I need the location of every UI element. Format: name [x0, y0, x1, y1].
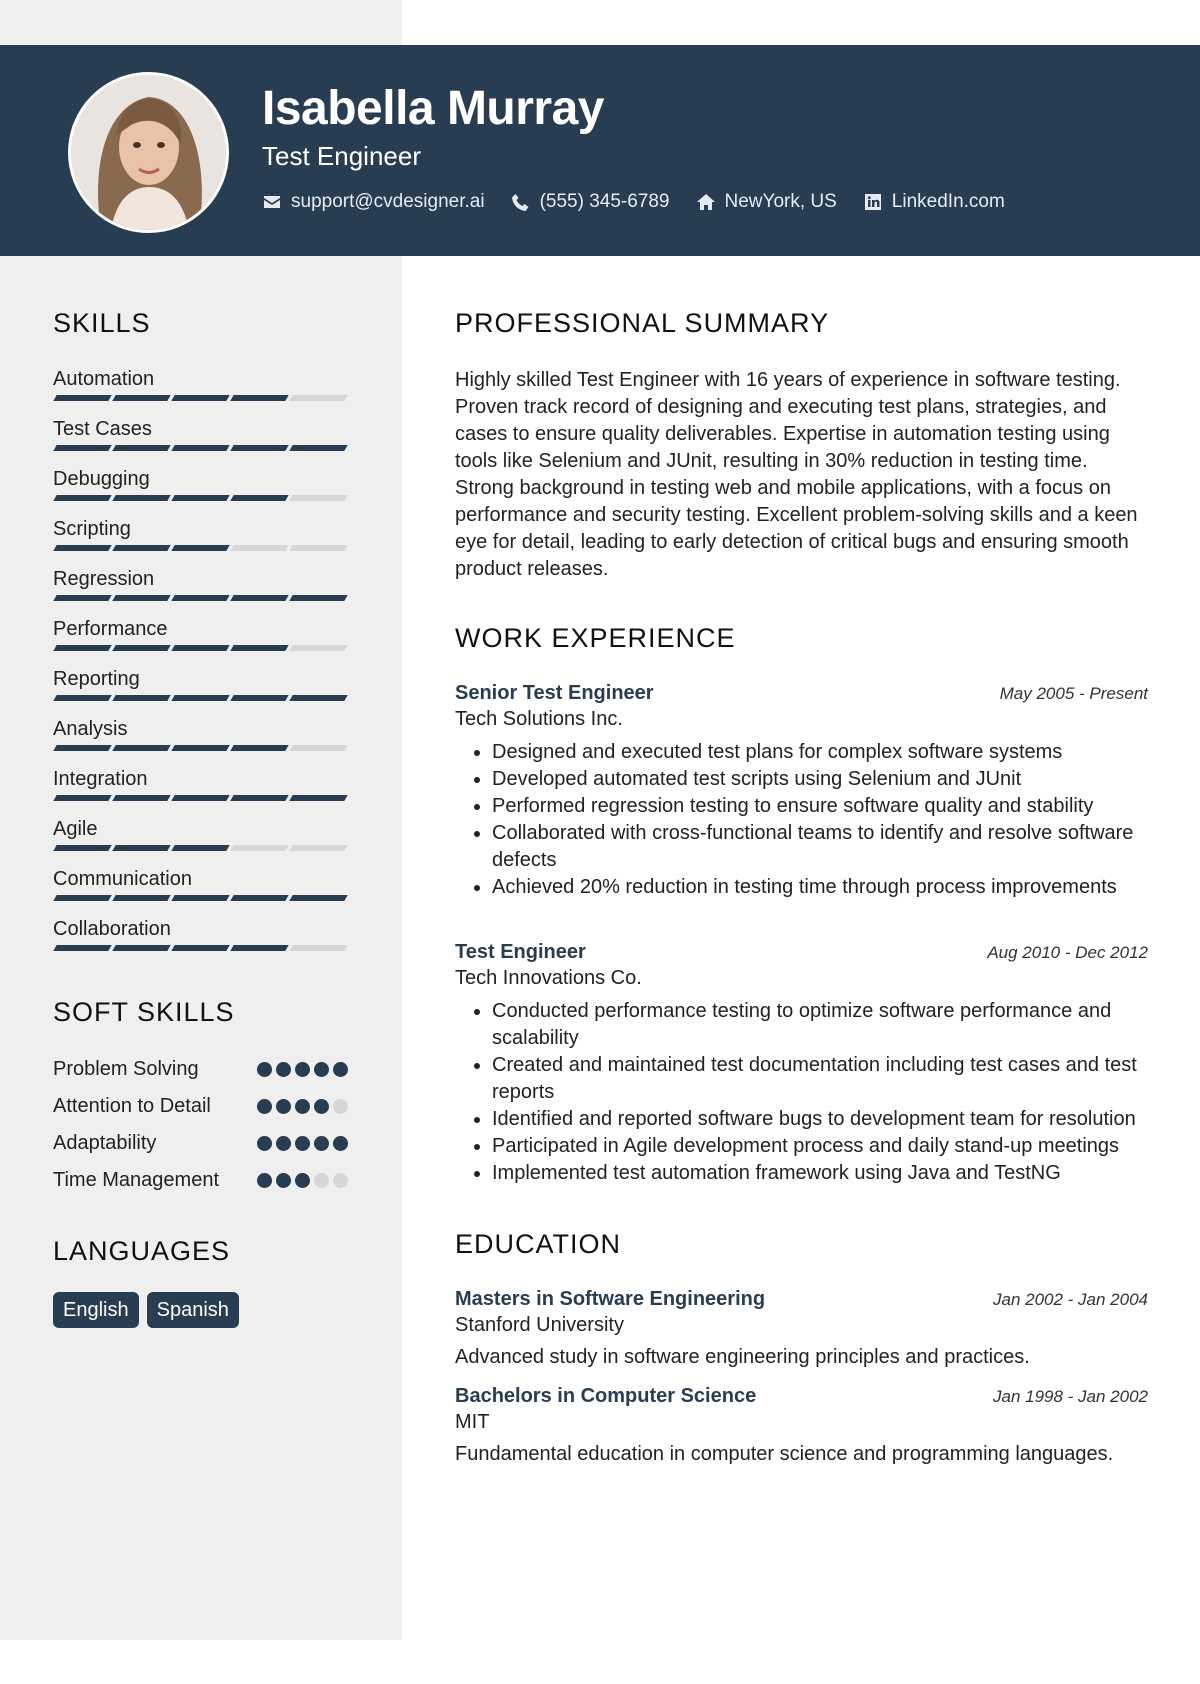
contact-email-text: support@cvdesigner.ai	[291, 191, 485, 212]
degree-title: Masters in Software Engineering	[455, 1288, 766, 1310]
skill-level-segment	[53, 395, 111, 401]
skill-level-segment	[112, 895, 170, 901]
skill-level-segment	[171, 895, 229, 901]
rating-dot	[257, 1173, 272, 1188]
home-icon	[696, 192, 716, 212]
skill-level-segment	[112, 545, 170, 551]
sidebar	[53, 308, 348, 1328]
skill-level-segment	[171, 645, 229, 651]
skill-level-segment	[171, 395, 229, 401]
job-bullet: • Collaborated with cross-functional teams to identify and resolve software defects	[492, 820, 1148, 874]
skill-item	[53, 817, 348, 867]
skill-level-segment	[112, 695, 170, 701]
skill-level-bar	[55, 945, 348, 951]
contact-info	[262, 191, 1005, 213]
skill-level-bar	[55, 395, 348, 401]
soft-skill-rating	[257, 1167, 348, 1188]
education-heading: EDUCATION	[455, 1229, 622, 1259]
soft-skill-label: Adaptability	[53, 1132, 157, 1154]
skill-label: Test Cases	[53, 418, 152, 440]
skill-level-segment	[53, 495, 111, 501]
skill-level-segment	[230, 595, 288, 601]
education-entry	[455, 1385, 1148, 1466]
school-name: MIT	[455, 1411, 490, 1433]
language-badge: Spanish	[147, 1292, 239, 1328]
skill-level-segment	[171, 945, 229, 951]
skill-level-bar	[55, 895, 348, 901]
skill-level-segment	[171, 495, 229, 501]
rating-dot	[257, 1099, 272, 1114]
skill-level-segment	[230, 795, 288, 801]
language-badge: English	[53, 1292, 139, 1328]
linkedin-icon	[863, 192, 883, 212]
job-bullet: • Performed regression testing to ensure software quality and stability	[492, 793, 1148, 820]
skill-level-segment	[171, 595, 229, 601]
job-company: Tech Innovations Co.	[455, 967, 642, 989]
skill-level-bar	[55, 445, 348, 451]
skill-label: Automation	[53, 368, 155, 390]
skill-level-segment	[171, 745, 229, 751]
envelope-icon	[262, 192, 282, 212]
skill-item	[53, 567, 348, 617]
skill-item	[53, 517, 348, 567]
job-entry	[455, 941, 1148, 1187]
job-bullet: • Identified and reported software bugs to development team for resolution	[492, 1106, 1148, 1133]
candidate-name: Isabella Murray	[262, 82, 604, 135]
rating-dot	[333, 1062, 348, 1077]
education-description: Advanced study in software engineering principles and practices.	[455, 1346, 1030, 1368]
skill-level-segment	[53, 695, 111, 701]
job-bullet: • Participated in Agile development process and daily stand-up meetings	[492, 1133, 1148, 1160]
skill-level-segment	[289, 895, 347, 901]
soft-skill-rating	[257, 1056, 348, 1077]
soft-skill-item	[53, 1130, 348, 1157]
skill-item	[53, 417, 348, 467]
skill-level-segment	[171, 795, 229, 801]
rating-dot	[257, 1062, 272, 1077]
skill-item	[53, 617, 348, 667]
skill-level-segment	[112, 495, 170, 501]
skill-item	[53, 717, 348, 767]
rating-dot	[295, 1062, 310, 1077]
rating-dot	[295, 1099, 310, 1114]
skill-level-segment	[230, 495, 288, 501]
skill-level-segment	[112, 395, 170, 401]
contact-phone-text: (555) 345-6789	[539, 191, 670, 212]
job-bullet: • Conducted performance testing to optimize software performance and scalability	[492, 998, 1148, 1052]
job-bullet: • Designed and executed test plans for complex software systems	[492, 739, 1148, 766]
school-name: Stanford University	[455, 1314, 624, 1336]
skill-label: Regression	[53, 568, 155, 590]
education-description: Fundamental education in computer science and programming languages.	[455, 1443, 1114, 1465]
skill-item	[53, 467, 348, 517]
skill-level-segment	[289, 845, 347, 851]
skill-level-segment	[112, 595, 170, 601]
skill-level-segment	[289, 495, 347, 501]
languages-list	[53, 1292, 348, 1328]
skills-heading: SKILLS	[53, 308, 151, 338]
degree-title: Bachelors in Computer Science	[455, 1385, 757, 1407]
skill-item	[53, 867, 348, 917]
skill-label: Debugging	[53, 468, 150, 490]
skill-level-segment	[230, 545, 288, 551]
skill-level-segment	[230, 395, 288, 401]
skill-item	[53, 767, 348, 817]
candidate-title: Test Engineer	[262, 141, 421, 171]
avatar	[68, 72, 229, 233]
rating-dot	[314, 1062, 329, 1077]
skill-level-segment	[53, 595, 111, 601]
rating-dot	[333, 1136, 348, 1151]
languages-heading: LANGUAGES	[53, 1236, 231, 1266]
skill-level-segment	[289, 395, 347, 401]
job-bullet: • Created and maintained test documentation including test cases and test reports	[492, 1052, 1148, 1106]
job-bullet: • Developed automated test scripts using Selenium and JUnit	[492, 766, 1148, 793]
skill-level-bar	[55, 545, 348, 551]
contact-linkedin-text: LinkedIn.com	[891, 191, 1005, 212]
skill-level-bar	[55, 695, 348, 701]
rating-dot	[314, 1173, 329, 1188]
summary-heading: PROFESSIONAL SUMMARY	[455, 308, 830, 338]
soft-skill-label: Problem Solving	[53, 1058, 199, 1080]
contact-location-text: NewYork, US	[724, 191, 837, 212]
rating-dot	[314, 1136, 329, 1151]
job-title: Senior Test Engineer	[455, 682, 654, 704]
rating-dot	[276, 1062, 291, 1077]
skill-level-segment	[289, 795, 347, 801]
skill-label: Performance	[53, 618, 168, 640]
skill-level-segment	[171, 695, 229, 701]
skill-level-segment	[171, 845, 229, 851]
skill-level-segment	[112, 645, 170, 651]
contact-linkedin[interactable]	[863, 191, 1005, 213]
skill-level-segment	[230, 695, 288, 701]
contact-email[interactable]	[262, 191, 485, 213]
job-bullets	[455, 998, 1148, 1187]
job-title: Test Engineer	[455, 941, 586, 963]
skill-level-segment	[230, 895, 288, 901]
skill-level-segment	[289, 645, 347, 651]
experience-heading: WORK EXPERIENCE	[455, 623, 736, 653]
skill-level-segment	[230, 745, 288, 751]
soft-skills-list	[53, 1056, 348, 1194]
skill-level-segment	[53, 445, 111, 451]
portrait-image	[71, 75, 226, 230]
job-date: Aug 2010 - Dec 2012	[987, 943, 1148, 962]
education-entry	[455, 1288, 1148, 1369]
skill-level-segment	[53, 895, 111, 901]
skill-level-bar	[55, 495, 348, 501]
rating-dot	[295, 1173, 310, 1188]
rating-dot	[333, 1099, 348, 1114]
skill-level-segment	[53, 845, 111, 851]
skill-label: Agile	[53, 818, 98, 840]
rating-dot	[257, 1136, 272, 1151]
skill-level-segment	[230, 445, 288, 451]
skill-label: Communication	[53, 868, 192, 890]
skill-level-segment	[289, 745, 347, 751]
resume-header	[0, 45, 1200, 256]
skill-label: Reporting	[53, 668, 140, 690]
skill-level-segment	[112, 445, 170, 451]
skill-level-segment	[230, 845, 288, 851]
skill-label: Analysis	[53, 718, 128, 740]
soft-skill-item	[53, 1167, 348, 1194]
skill-item	[53, 667, 348, 717]
skill-label: Scripting	[53, 518, 131, 540]
soft-skill-label: Attention to Detail	[53, 1095, 211, 1117]
summary-text: Highly skilled Test Engineer with 16 years of experience in software testing. Proven track record of designing and executing test plans, strategies, and cases to ensure quality deliverables. Expertise in automation testing using tools like Selenium and JUnit, resulting in 30% reduction in testing time. Strong background in testing web and mobile applications, with a focus on performance and security testing. Excellent problem-solving skills and a keen eye for detail, leading to early detection of critical bugs and ensuring smooth product releases.	[455, 369, 1138, 580]
soft-skill-item	[53, 1056, 348, 1083]
soft-skill-rating	[257, 1130, 348, 1151]
skill-level-segment	[289, 595, 347, 601]
skill-level-segment	[53, 645, 111, 651]
phone-icon	[511, 192, 531, 212]
skill-level-segment	[112, 795, 170, 801]
soft-skill-label: Time Management	[53, 1169, 219, 1191]
skill-level-segment	[230, 645, 288, 651]
rating-dot	[276, 1136, 291, 1151]
skill-level-segment	[53, 795, 111, 801]
soft-skill-rating	[257, 1093, 348, 1114]
skill-level-segment	[112, 845, 170, 851]
skill-level-segment	[53, 745, 111, 751]
skill-item	[53, 917, 348, 967]
job-bullet: • Implemented test automation framework using Java and TestNG	[492, 1160, 1148, 1187]
job-date: May 2005 - Present	[999, 684, 1148, 703]
job-entry	[455, 682, 1148, 901]
skill-level-bar	[55, 795, 348, 801]
skill-level-segment	[230, 945, 288, 951]
skill-level-segment	[53, 545, 111, 551]
education-date: Jan 1998 - Jan 2002	[992, 1387, 1148, 1406]
skill-level-segment	[53, 945, 111, 951]
skill-label: Integration	[53, 768, 148, 790]
job-company: Tech Solutions Inc.	[455, 708, 623, 730]
skill-level-segment	[171, 445, 229, 451]
skill-level-segment	[289, 545, 347, 551]
main-content	[455, 308, 1148, 1466]
skill-level-segment	[289, 445, 347, 451]
skill-label: Collaboration	[53, 918, 171, 940]
skill-level-segment	[171, 545, 229, 551]
job-bullets	[455, 739, 1148, 901]
skill-level-segment	[112, 745, 170, 751]
skill-level-bar	[55, 595, 348, 601]
skill-level-segment	[289, 695, 347, 701]
contact-location	[696, 191, 837, 213]
skill-level-segment	[112, 945, 170, 951]
education-date: Jan 2002 - Jan 2004	[992, 1290, 1148, 1309]
skill-level-bar	[55, 745, 348, 751]
soft-skills-heading: SOFT SKILLS	[53, 997, 235, 1027]
rating-dot	[276, 1099, 291, 1114]
contact-phone[interactable]	[511, 191, 670, 213]
job-bullet: • Achieved 20% reduction in testing time through process improvements	[492, 874, 1148, 901]
rating-dot	[314, 1099, 329, 1114]
soft-skill-item	[53, 1093, 348, 1120]
rating-dot	[276, 1173, 291, 1188]
skill-item	[53, 367, 348, 417]
rating-dot	[295, 1136, 310, 1151]
rating-dot	[333, 1173, 348, 1188]
skills-list	[53, 367, 348, 967]
skill-level-segment	[289, 945, 347, 951]
skill-level-bar	[55, 845, 348, 851]
skill-level-bar	[55, 645, 348, 651]
